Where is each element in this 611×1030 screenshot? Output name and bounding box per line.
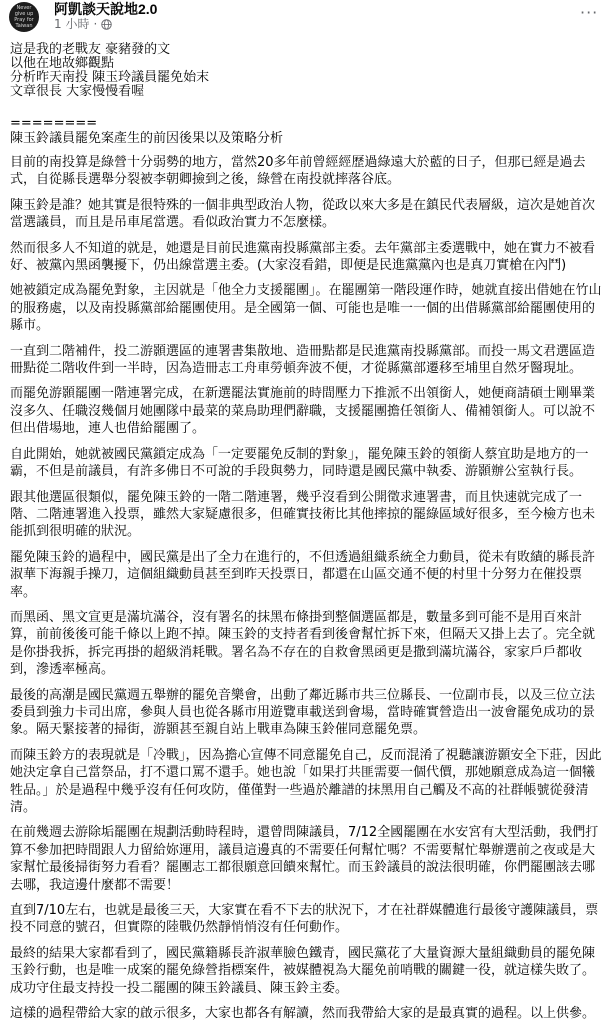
page-avatar[interactable]	[9, 2, 39, 32]
intro-line: 分析昨天南投 陳玉玲議員罷免始末	[10, 70, 210, 85]
paragraph: 而黑函、黑文宣更是滿坑滿谷，沒有署名的抹黑布條掛到整個選區都是，數量多到可能不是用百來計算，前前後後可能千條以上跑不掉。陳玉鈴的支持者看到後會幫忙拆下來，但隔天又掛上去了。完全就是你掛我拆，拆完再掛的超級消耗戰。署名為不存在的自救會黑函更是撒到滿坑滿谷，家家戶戶都收到，滲透率極高。	[10, 609, 596, 678]
paragraph: 而罷免游顥罷團一階連署完成，在新選罷法實施前的時間壓力下推派不出領銜人，她便商請碩士剛畢業沒多久、任職沒幾個月她團隊中最菜的菜鳥助理們辭職，支援罷團擔任領銜人、備補領銜人。可以說不但出借場地，連人也借給罷團了。	[10, 386, 596, 437]
paragraph: 直到7/10左右，也就是最後三天，大家實在看不下去的狀況下，才在社群媒體進行最後守護陳議員，票投不同意的號召，但實際的陸戰仍然靜悄悄沒有任何動作。	[10, 903, 599, 936]
paragraph: 目前的南投算是綠營十分弱勢的地方，當然20多年前曾經經歷過綠遠大於藍的日子，但那已經是過去式，自從縣長選舉分裂被李朝卿撿到之後，綠營在南投就摔落谷底。	[10, 155, 586, 188]
paragraph: 而陳玉鈴方的表現就是「冷戰」，因為擔心宣傳不同意罷免自己，反而混淆了視聽讓游顥安全下莊，因此她決定拿自己當祭品，打不還口罵不還手。她也說「如果打共匪需要一個代價，那她願意成為這一個犧牲品。」於是過程中幾乎沒有任何攻防，僅僅對一些過於離譜的抹黑用自己觸及不高的社群帳號從發清清。	[10, 747, 602, 815]
page-name[interactable]: 阿凱談天說地2.0	[54, 1, 158, 17]
intro-line: 文章很長 大家慢慢看喔	[10, 84, 145, 99]
more-options-icon[interactable]: ···	[580, 3, 599, 22]
paragraph: 然而很多人不知道的就是，她還是目前民進黨南投縣黨部主委。去年黨部主委選戰中，她在實力不被看好、被黨內黑函襲擾下，仍出線當選主委。(大家沒看錯，即便是民進黨黨內也是真刀實槍在內鬥)	[10, 240, 596, 274]
paragraph: 罷免陳玉鈴的過程中，國民黨是出了全力在進行的，不但透過組織系統全力動員，從未有敗績的縣長許淑華下海親手操刀，這個組織動員甚至到昨天投票日，都還在山區交通不便的村里十分努力在催投票率。	[10, 549, 596, 600]
separator: ========	[10, 116, 98, 131]
post-intro	[10, 43, 606, 99]
post-body	[10, 43, 606, 1030]
avatar-text: Never give up Pray for Taiwan	[14, 5, 34, 29]
paragraph: 她被鎖定成為罷免對象，主因就是「他全力支援罷團」。在罷團第一階段運作時，她就直接出借她在竹山的服務處，以及南投縣黨部給罷團使用。是全國第一個、可能也是唯一一個的出借縣黨部給罷團使用的縣市。	[10, 283, 602, 334]
paragraph: 最終的結果大家都看到了，國民黨籍縣長許淑華臉色鐵青，國民黨花了大量資源大量組織動員的罷免陳玉鈴行動，也是唯一成案的罷免綠營指標案件，被媒體視為大罷免前哨戰的關鍵一役，就這樣失敗了。成功守住最支持投一投二罷團的陳玉鈴議員、陳玉鈴主委。	[10, 945, 596, 996]
paragraph: 陳玉鈴是誰？她其實是很特殊的一個非典型政治人物，從政以來大多是在鎮民代表層級，這次是她首次當選議員，而且是吊車尾當選。看似政治實力不怎麼樣。	[10, 197, 596, 231]
paragraph: 這樣的過程帶給大家的啟示很多，大家也都各有解讀，然而我帶給大家的是最真實的過程。以上供參。	[10, 1006, 596, 1022]
paragraph: 在前幾週去游除垢罷團在規劃活動時程時，還曾問陳議員，7/12全國罷團在水安宮有大型活動，我們打算不參加把時間跟人力留給妳運用，議員這邊真的不需要任何幫忙嗎？不需要幫忙舉辦選前之夜或是大家幫忙最後掃街努力看看？罷團志工都很願意回饋來幫忙。而玉鈴議員的說法很明確，你們罷團該去哪去哪，我這邊什麼都不需要！	[10, 825, 599, 893]
paragraph: 自此開始，她就被國民黨鎖定成為「一定要罷免反制的對象」，罷免陳玉鈴的領銜人蔡宜助是地方的一霸，不但是前議員，有許多佛日不可說的手段與勢力，同時還是國民黨中執委、游顥辦公室執行長。	[10, 446, 589, 480]
post-time[interactable]: 1 小時	[54, 17, 90, 31]
paragraph: 一直到二階補件，投二游顥選區的連署書集散地、造冊點都是民進黨南投縣黨部。而投一馬文君選區造冊點從二階收件到一半時，因為造冊志工舟車勞頓奔波不便，才從縣黨部遷移至埔里自然牙醫現址。	[10, 343, 596, 377]
paragraph: 最後的高潮是國民黨週五舉辦的罷免音樂會，出動了鄰近縣市共三位縣長、一位副市長，以及三位立法委員到強力卡司出席，參與人員也從各縣市用遊覽車載送到會場，當時確實營造出一波會罷免成功的景象。隔天緊接著的掃街，游顥甚至親自站上戰車為陳玉鈴催同意罷免票。	[10, 687, 596, 738]
post-meta: 1 小時 ·	[54, 17, 112, 31]
article-title: 陳玉鈴議員罷免案產生的前因後果以及策略分析	[10, 131, 284, 146]
intro-line: 這是我的老戰友 豪豬發的文	[10, 42, 171, 57]
post-header	[0, 0, 611, 36]
intro-line: 以他在地故鄉觀點	[10, 56, 115, 71]
globe-icon	[101, 19, 112, 30]
paragraph: 跟其他選區很類似，罷免陳玉鈴的一階二階連署，幾乎沒看到公開徵求連署書，而且快速就完成了一階、二階連署進入投票，雖然大家疑慮很多，但確實技術比其他摔掠的罷綠區域好很多，至今檢方也未能抓到很明確的狀況。	[10, 489, 596, 540]
